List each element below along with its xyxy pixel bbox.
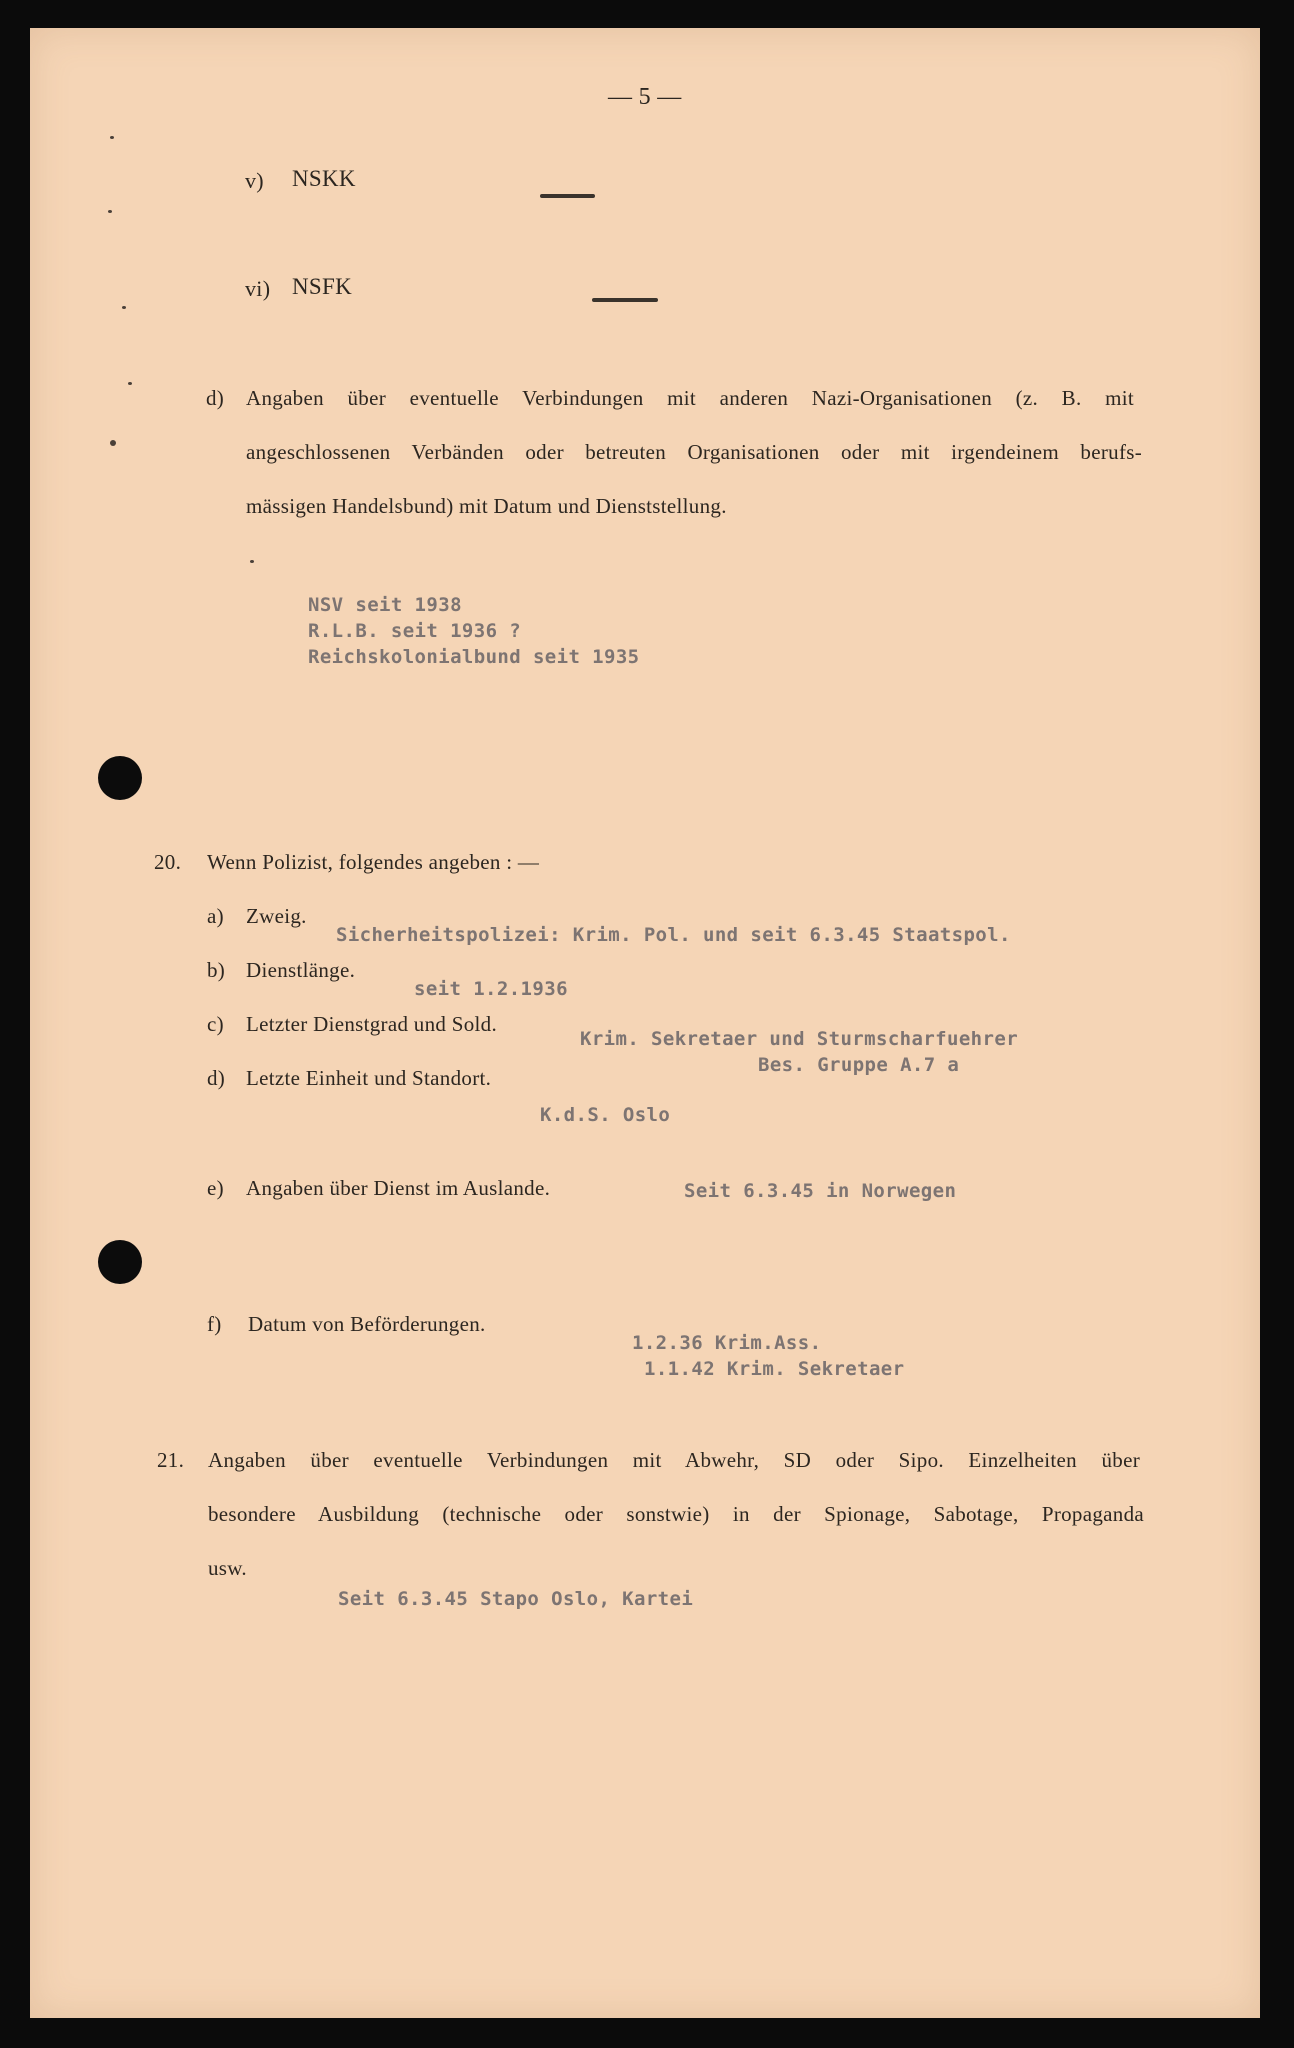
- document-page: [30, 28, 1260, 2018]
- q20-c-answer-1: Krim. Sekretaer und Sturmscharfuehrer: [580, 1028, 1019, 1050]
- item-v-text: NSKK: [292, 166, 356, 191]
- q20-b-answer: seit 1.2.1936: [414, 978, 568, 1000]
- question-21-line-1: Angaben über eventuelle Verbindungen mit Abwehr, SD oder Sipo. Einzelheiten über: [208, 1448, 1140, 1472]
- item-vi-label: vi): [245, 276, 271, 301]
- q20-f-answer-2: 1.1.42 Krim. Sekretaer: [644, 1358, 905, 1380]
- q20-e-label: e): [207, 1176, 224, 1200]
- item-vi-text: NSFK: [292, 274, 353, 299]
- q20-e-answer: Seit 6.3.45 in Norwegen: [684, 1180, 957, 1202]
- question-21-line-3: usw.: [208, 1556, 247, 1580]
- paper-speck: [122, 306, 126, 309]
- q20-b-label: b): [207, 958, 226, 982]
- q20-c-text: Letzter Dienstgrad und Sold.: [246, 1012, 498, 1036]
- question-20-text: Wenn Polizist, folgendes angeben : —: [207, 850, 540, 874]
- question-21-line-2: besondere Ausbildung (technische oder sonstwie) in der Spionage, Sabotage, Propaganda: [208, 1502, 1144, 1526]
- q20-f-answer-1: 1.2.36 Krim.Ass.: [632, 1332, 822, 1354]
- item-d-line-3: mässigen Handelsbund) mit Datum und Dienststellung.: [246, 494, 727, 518]
- q20-e-text: Angaben über Dienst im Auslande.: [246, 1176, 551, 1200]
- q20-a-text: Zweig.: [246, 904, 307, 928]
- paper-speck: [108, 210, 112, 213]
- punch-hole-bottom: [98, 1240, 142, 1284]
- question-21-number: 21.: [157, 1448, 185, 1472]
- page-number: — 5 —: [608, 84, 682, 110]
- paper-speck: [128, 382, 132, 385]
- question-20-number: 20.: [154, 850, 182, 874]
- q20-a-answer: Sicherheitspolizei: Krim. Pol. und seit 6.3.45 Staatspol.: [336, 924, 1011, 946]
- item-d-answer-1: NSV seit 1938: [308, 594, 462, 616]
- q20-c-label: c): [207, 1012, 224, 1036]
- q20-a-label: a): [207, 904, 224, 928]
- item-v-answer-dash: [540, 194, 595, 198]
- q20-b-text: Dienstlänge.: [246, 958, 356, 982]
- question-21-answer: Seit 6.3.45 Stapo Oslo, Kartei: [338, 1588, 694, 1610]
- q20-f-text: Datum von Beförderungen.: [248, 1312, 486, 1336]
- q20-d-label: d): [207, 1066, 226, 1090]
- q20-d-answer: K.d.S. Oslo: [540, 1104, 671, 1126]
- item-d-answer-2: R.L.B. seit 1936 ?: [308, 620, 522, 642]
- item-v-label: v): [245, 168, 264, 193]
- q20-f-label: f): [207, 1312, 222, 1336]
- paper-speck: [250, 560, 254, 563]
- item-vi-answer-dash: [592, 298, 658, 302]
- item-d-line-1: Angaben über eventuelle Verbindungen mit anderen Nazi-Organisationen (z. B. mit: [246, 386, 1134, 410]
- q20-d-text: Letzte Einheit und Standort.: [246, 1066, 492, 1090]
- paper-speck: [110, 136, 114, 139]
- item-d-answer-3: Reichskolonialbund seit 1935: [308, 646, 640, 668]
- punch-hole-top: [98, 756, 142, 800]
- q20-c-answer-2: Bes. Gruppe A.7 a: [758, 1054, 960, 1076]
- paper-speck: [110, 440, 116, 446]
- item-d-line-2: angeschlossenen Verbänden oder betreuten Organisationen oder mit irgendeinem berufs-: [246, 440, 1142, 464]
- item-d-label: d): [206, 386, 225, 410]
